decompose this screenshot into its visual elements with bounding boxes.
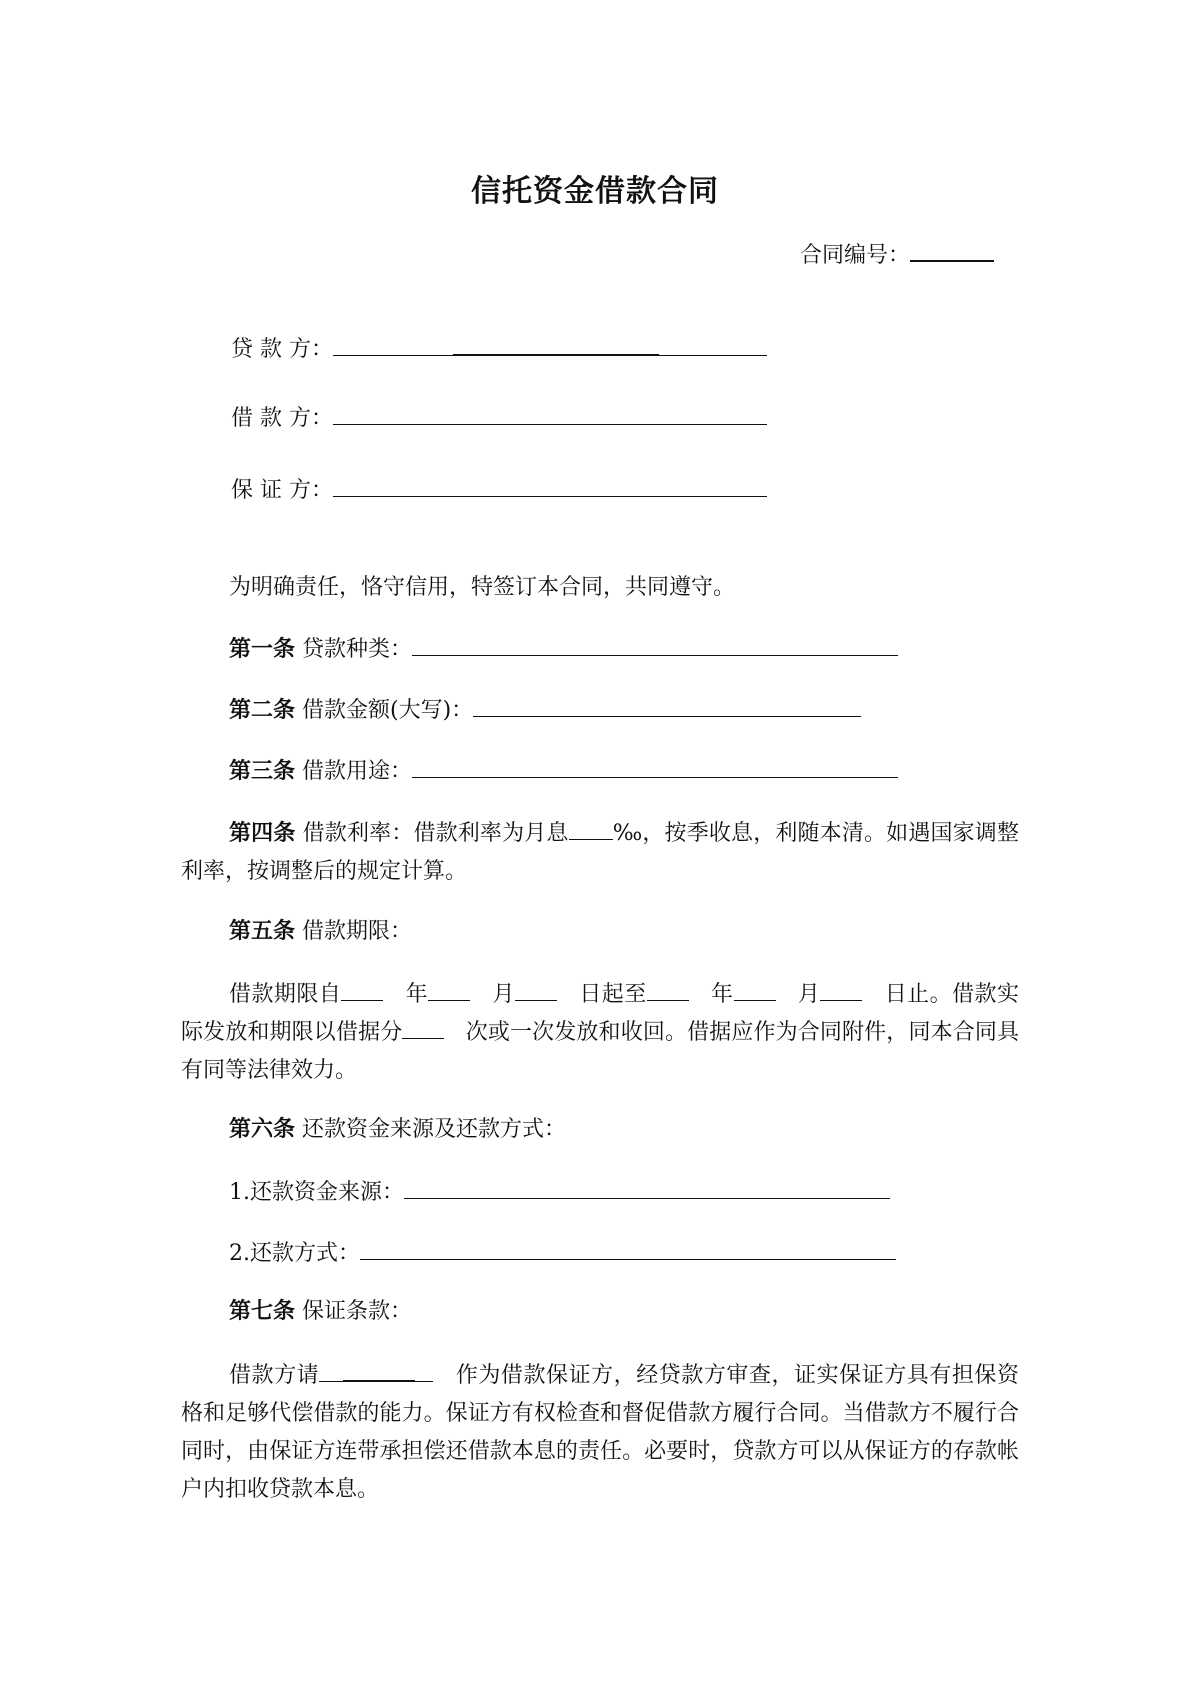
article-4-text-1: 借款利率：借款利率为月息	[302, 821, 569, 846]
start-month-blank[interactable]	[428, 982, 470, 1001]
article-6-item-2-label: 2.还款方式：	[229, 1241, 360, 1266]
end-month-blank[interactable]	[734, 982, 776, 1001]
contract-number-blank[interactable]	[910, 238, 994, 262]
a5p-month-1: 月	[492, 982, 515, 1007]
repayment-method-blank[interactable]	[360, 1237, 896, 1260]
article-1	[229, 633, 898, 665]
article-4-text-2: ‰，按季收息，利随本清。如遇国家调整利率，按调整后的规定计算。	[181, 821, 1019, 884]
article-6-item-1-label: 1.还款资金来源：	[229, 1180, 404, 1205]
repayment-source-blank[interactable]	[404, 1176, 890, 1199]
article-2	[229, 694, 861, 726]
article-1-label: 第一条	[229, 637, 296, 662]
article-6-item-1	[229, 1176, 890, 1208]
lender-line	[231, 332, 767, 365]
start-year-blank[interactable]	[341, 982, 383, 1001]
guarantor-name-blank-1[interactable]	[319, 1363, 343, 1382]
article-6	[229, 1115, 566, 1145]
a5p-day-2: 日止。借款实际发放和期限以借据分	[181, 982, 1019, 1045]
borrower-label: 借 款 方：	[231, 406, 333, 431]
contract-number-label: 合同编号：	[800, 243, 911, 268]
a5p-text-end: 次或一次发放和收回。借据应作为合同附件，同本合同具有同等法律效力。	[181, 1020, 1019, 1083]
article-6-text: 还款资金来源及还款方式：	[302, 1117, 567, 1142]
article-3-blank[interactable]	[412, 755, 898, 778]
article-7-text: 保证条款：	[302, 1299, 413, 1324]
article-3-label: 第三条	[229, 759, 296, 784]
a5p-year-1: 年	[405, 982, 429, 1007]
article-2-blank[interactable]	[473, 694, 861, 717]
article-4	[181, 815, 1019, 891]
article-3-text: 借款用途：	[302, 759, 413, 784]
a5p-text-start: 借款期限自	[229, 982, 342, 1007]
article-1-text: 贷款种类：	[302, 637, 413, 662]
article-5-paragraph	[181, 976, 1019, 1090]
article-3	[229, 755, 898, 787]
article-2-text: 借款金额(大写)：	[302, 698, 474, 723]
lender-blank-3[interactable]	[659, 333, 767, 356]
guarantor-label: 保 证 方：	[231, 478, 333, 503]
article-1-blank[interactable]	[412, 633, 898, 656]
guarantor-blank[interactable]	[333, 474, 767, 497]
article-6-item-2	[229, 1237, 896, 1269]
article-4-rate-blank[interactable]	[569, 821, 613, 840]
start-day-blank[interactable]	[515, 982, 557, 1001]
end-year-blank[interactable]	[647, 982, 689, 1001]
a7p-text-start: 借款方请	[229, 1363, 320, 1388]
end-day-blank[interactable]	[820, 982, 862, 1001]
intro-text: 为明确责任，恪守信用，特签订本合同，共同遵守。	[229, 575, 736, 600]
borrower-line	[231, 402, 767, 434]
a5p-year-2: 年	[711, 982, 734, 1007]
article-7-paragraph	[181, 1357, 1019, 1509]
article-2-label: 第二条	[229, 698, 296, 723]
lender-blank-2[interactable]	[453, 332, 659, 356]
guarantor-name-blank-3[interactable]	[415, 1363, 433, 1382]
installments-blank[interactable]	[402, 1020, 444, 1039]
a5p-day-1: 日起至	[579, 982, 647, 1007]
article-6-label: 第六条	[229, 1117, 296, 1142]
document-title: 信托资金借款合同	[471, 174, 719, 209]
article-5-label: 第五条	[229, 919, 296, 944]
article-4-label: 第四条	[229, 821, 296, 846]
a7p-text-end: 作为借款保证方，经贷款方审查，证实保证方具有担保资格和足够代偿借款的能力。保证方有权检查和督促借款方履行合同。当借款方不履行合同时，由保证方连带承担偿还借款本息的责任。必要时，贷款方可以从保证方的存款帐户内扣收贷款本息。	[181, 1363, 1019, 1502]
article-5-text: 借款期限：	[302, 919, 413, 944]
guarantor-line	[231, 474, 767, 506]
guarantor-name-blank-2[interactable]	[343, 1362, 415, 1382]
article-5	[229, 917, 412, 947]
lender-label: 贷 款 方：	[231, 337, 333, 362]
contract-number	[800, 238, 994, 271]
borrower-blank[interactable]	[333, 402, 767, 425]
a5p-month-2: 月	[797, 982, 821, 1007]
lender-blank-1[interactable]	[333, 333, 453, 356]
article-7	[229, 1297, 412, 1327]
article-7-label: 第七条	[229, 1299, 296, 1324]
